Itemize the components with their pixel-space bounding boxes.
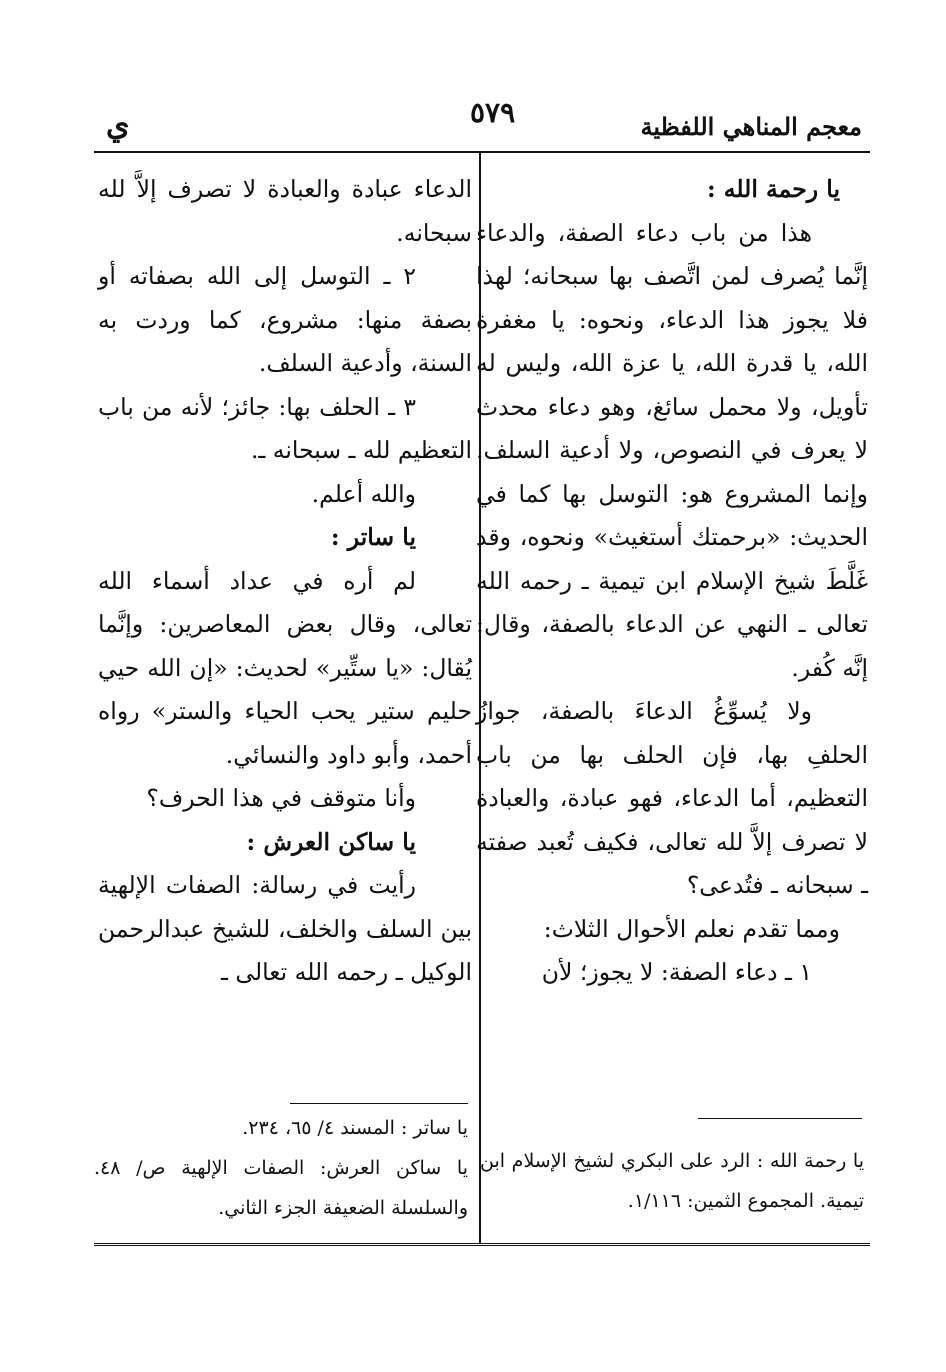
footnote-separator	[290, 1103, 468, 1104]
paragraph: ومما تقدم نعلم الأحوال الثلاث:	[543, 914, 840, 943]
footnote: يا رحمة الله : الرد على البكري لشيخ الإسلام ابن تيمية. المجموع الثمين: ١/١١٦.	[480, 1150, 864, 1212]
footnote: يا ساكن العرش: الصفات الإلهية ص/ ٤٨. والسلسلة الضعيفة الجزء الثاني.	[94, 1157, 468, 1219]
left-column	[98, 168, 472, 995]
entry-heading-ya-sakin-al-arsh: يا ساكن العرش :	[246, 827, 416, 856]
paragraph: لم أره في عداد أسماء الله تعالى، وقال بعض المعاصرين: وإنَّما يُقال: «يا ستِّير» لحديث: «إن الله حيي حليم ستير يحب الحياء والستر» رواه أحمد، وأبو داود والنسائي.	[98, 566, 472, 769]
paragraph: وأنا متوقف في هذا الحرف؟	[146, 784, 416, 812]
list-item: ١ ـ دعاء الصفة: لا يجوز؛ لأن	[541, 958, 812, 986]
page-number: ٥٧٩	[470, 96, 516, 129]
section-letter: ي	[106, 108, 130, 143]
list-item: ٢ ـ التوسل إلى الله بصفاته أو بصفة منها: مشروع، كما وردت به السنة، وأدعية السلف.	[98, 262, 472, 377]
footnote: يا ساتر : المسند ٤/ ٦٥، ٢٣٤.	[242, 1117, 468, 1139]
header-rule	[94, 151, 870, 153]
footer-rule	[94, 1243, 870, 1246]
list-item: ٣ ـ الحلف بها: جائز؛ لأنه من باب التعظيم لله ـ سبحانه ـ.	[98, 392, 472, 464]
entry-heading-ya-rahmat-allah: يا رحمة الله :	[706, 175, 840, 203]
entry-heading-ya-satir: يا ساتر :	[330, 523, 416, 551]
paragraph: ولا يُسوِّغُ الدعاءَ بالصفة، جوازُ الحلفِ بها، فإن الحلف بها من باب التعظيم، أما الدعاء، فهو عبادة، والعبادة لا تصرف إلاَّ لله تعالى، فكيف تُعبد صفته ـ سبحانه ـ فتُدعى؟	[476, 697, 868, 899]
paragraph: هذا من باب دعاء الصفة، والدعاء إنَّما يُصرف لمن اتَّصف بها سبحانه؛ لهذا فلا يجوز هذا الدعاء، ونحوه: يا مغفرة الله، يا قدرة الله، يا عزة الله، وليس له تأويل، ولا محمل سائغ، وهو دعاء محدث لا يعرف في النصوص، ولا أدعية السلف. وإنما المشروع هو: التوسل بها كما في الحديث: «برحمتك أستغيث» ونحوه، وقد غَلَّطَ شيخ الإسلام ابن تيمية ـ رحمه الله تعالى ـ النهي عن الدعاء بالصفة، وقال: إنَّه كُفر.	[476, 218, 868, 682]
running-header-title: معجم المناهي اللفظية	[640, 112, 862, 141]
footnotes-left	[94, 1108, 468, 1228]
paragraph: الدعاء عبادة والعبادة لا تصرف إلاَّ لله سبحانه.	[98, 175, 472, 247]
right-column	[476, 168, 868, 995]
footnote-separator	[698, 1118, 862, 1119]
footnotes-right	[480, 1141, 864, 1221]
closing-remark: والله أعلم.	[311, 479, 416, 508]
paragraph: رأيت في رسالة: الصفات الإلهية بين السلف والخلف، للشيخ عبدالرحمن الوكيل ـ رحمه الله تعالى ـ	[98, 871, 472, 986]
